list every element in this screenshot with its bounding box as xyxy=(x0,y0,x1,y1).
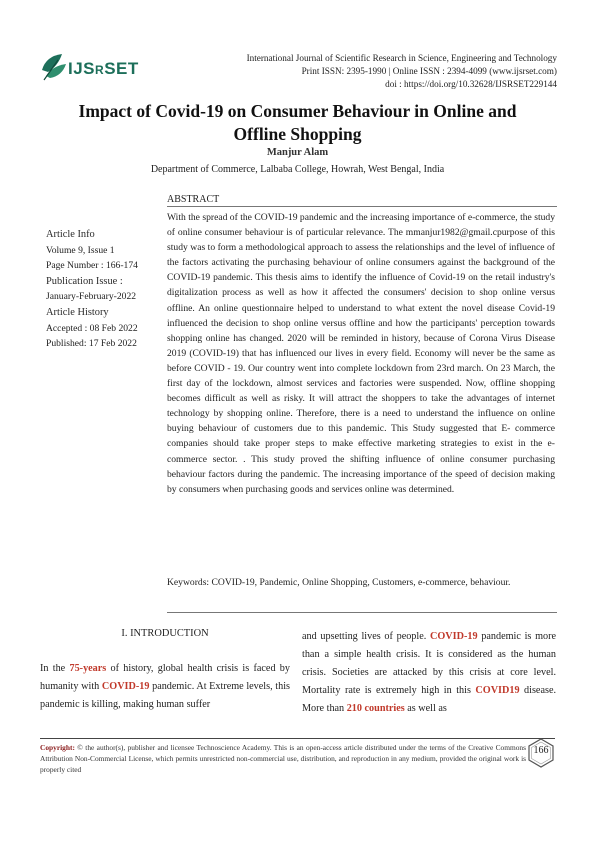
paper-title: Impact of Covid-19 on Consumer Behaviour in Online and Offline Shopping xyxy=(78,101,517,144)
article-info-heading: Article Info xyxy=(46,229,95,240)
keywords: Keywords: COVID-19, Pandemic, Online Shopping, Customers, e-commerce, behaviour. xyxy=(167,577,511,588)
abstract-divider xyxy=(167,206,557,207)
abstract-heading: ABSTRACT xyxy=(167,194,220,205)
body-column-right: and upsetting lives of people. COVID-19 pandemic is more than a simple health crisis. It is considered as the human crisis. Societies are attacked by this crisis at core level. Mortality rate is extremely high in this COVID19 disease. More than 210 countries as well as xyxy=(302,631,557,714)
logo-text: IJSRSET xyxy=(68,59,139,78)
publication-issue-heading: Publication Issue : xyxy=(46,275,123,287)
volume: Volume 9, Issue 1 xyxy=(46,244,115,256)
page-number: 166 xyxy=(533,745,549,756)
publication-issue: January-February-2022 xyxy=(46,291,137,303)
section-heading-introduction: I. INTRODUCTION xyxy=(121,628,209,639)
copyright-label: Copyright: xyxy=(40,743,75,752)
journal-name: International Journal of Scientific Research in Science, Engineering and Technology xyxy=(246,53,557,63)
abstract-bottom-divider xyxy=(167,612,557,613)
article-info xyxy=(46,227,161,352)
issn-line[interactable]: Print ISSN: 2395-1990 | Online ISSN : 2394-4099 (www.ijsrset.com) xyxy=(301,66,557,76)
author-name: Manjur Alam xyxy=(266,147,329,158)
page-number-badge xyxy=(527,738,555,768)
author-affiliation: Department of Commerce, Lalbaba College, Howrah, West Bengal, India xyxy=(150,164,445,175)
leaf-icon xyxy=(40,50,70,84)
body-column-left: In the 75-years of history, global health crisis is faced by humanity with COVID-19 pandemic. At Extreme levels, this pandemic is killing, making human suffer xyxy=(40,663,291,710)
journal-logo xyxy=(40,50,140,84)
article-history-heading: Article History xyxy=(46,306,109,318)
copyright-notice: Copyright: © the author(s), publisher and licensee Technoscience Academy. This is an open-access article distributed under the terms of the Creative Commons Attribution Non-Commercial License, which permits unrestricted non-commercial use, distribution, and reproduction in any medium, provided the original work is properly cited xyxy=(40,743,526,775)
journal-info xyxy=(247,52,557,91)
doi-link[interactable]: doi : https://doi.org/10.32628/IJSRSET229144 xyxy=(385,79,557,89)
accepted-date: Accepted : 08 Feb 2022 xyxy=(46,322,138,334)
abstract-text: With the spread of the COVID-19 pandemic and the increasing importance of e-commerce, the study of online consumer behaviour is of particular relevance. The mmanjur1982@gmail.cpurpose of this study was to form a methodological approach to assess the relationships and the level of influence of the factors activating the purchasing behaviour of online consumers against the background of the COVID-19 pandemic. This thesis aims to identify the influence of Covid-19 on the retail industry's digitalization process as well as how it affected the consumers' decision to shop online versus offline. An online questionnaire helped to understand to what extent the novel disease Covid-19 influenced the decision to shop online versus offline and how the participants' perception towards shopping online has changed. 2020 will be reminded in history, because of Corona Virus Disease 2019 (COVID-19) that has influenced our lives in every field. Economy will never be the same as before COVID - 19. Our country went into complete lockdown from 23rd march. On 23 March, the first day of the lockdown, almost services and factories were suspended. Now, offline shopping becomes difficult as well as risky. It will attract the shoppers to take the advantages of internet technology by shopping online. Therefore, there is a need to understand the influence on online buying behaviour of customers due to this pandemic. This Study suggested that E- commerce companies should take proper steps to make effective marketing strategies to exist in the e-commerce sector. . This study proved the shifting influence of online consumer purchasing behaviour factors during the pandemic. The increasing importance of the speed of decision making by consumers when purchasing goods and services online was determined. xyxy=(167,212,555,495)
published-date: Published: 17 Feb 2022 xyxy=(46,338,137,350)
footer-divider xyxy=(40,738,555,739)
page-numbers: Page Number : 166-174 xyxy=(46,260,138,272)
